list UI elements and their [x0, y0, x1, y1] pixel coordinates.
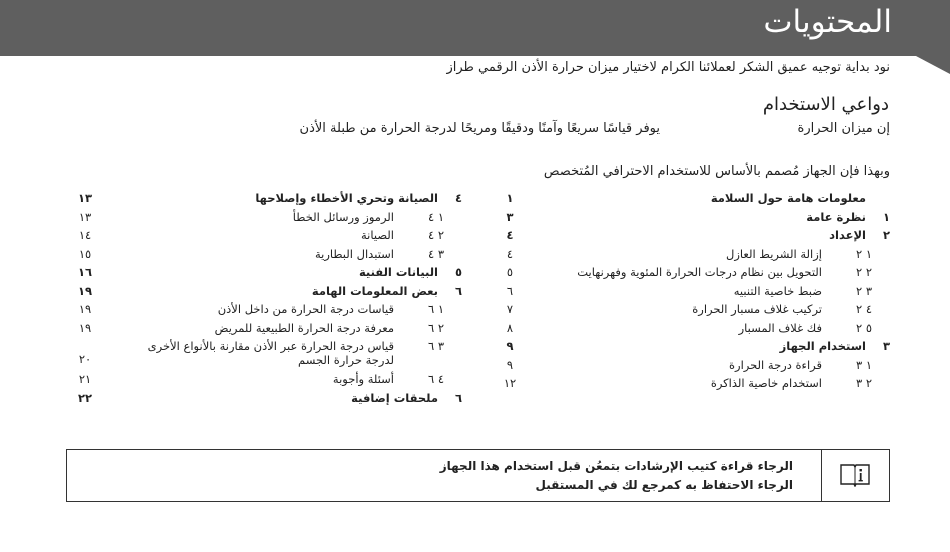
toc-page-number: ٧ — [506, 302, 514, 316]
toc-entry[interactable] — [70, 339, 462, 367]
toc-section-number: ١ — [882, 209, 890, 224]
toc-entry[interactable] — [70, 372, 462, 390]
toc-title: قياسات درجة الحرارة من داخل الأذن — [217, 302, 394, 316]
toc-title: الصيانة — [360, 228, 394, 242]
toc-page-number: ٤ — [506, 228, 514, 242]
toc-title: بعض المعلومات الهامة — [311, 283, 438, 298]
toc-entry[interactable] — [70, 210, 462, 228]
toc-section-number: ٤ ٢ — [855, 302, 872, 316]
notice-divider — [821, 450, 822, 501]
toc-entry[interactable] — [70, 321, 462, 339]
toc-entry[interactable] — [495, 358, 890, 376]
toc-section-number: ٣ — [882, 339, 890, 353]
toc-page-number: ٩ — [506, 357, 514, 372]
toc-section-number: ٤ — [454, 191, 462, 205]
toc-entry[interactable] — [495, 339, 890, 357]
toc-page-number: ١٩ — [78, 302, 92, 316]
toc-section-number: ٤ ٦ — [427, 372, 444, 386]
toc-section-number: ٦ — [454, 390, 462, 405]
toc-entry[interactable] — [495, 191, 890, 209]
page-title: المحتويات — [763, 4, 892, 40]
page-header — [0, 0, 950, 56]
intro-text: نود بداية توجيه عميق الشكر لعملائنا الكرام لاختيار ميزان حرارة الأذن الرقمي طراز — [446, 60, 890, 75]
toc-section-number: ١ ٤ — [427, 209, 444, 224]
header-notch — [916, 56, 950, 74]
toc-entry[interactable] — [70, 391, 462, 409]
toc-section-number: ٥ — [454, 265, 462, 279]
toc-section-number: ٢ — [882, 228, 890, 242]
toc-entry[interactable] — [495, 228, 890, 246]
toc-section-number: ٣ ٦ — [427, 339, 444, 353]
toc-title: استخدام خاصية الذاكرة — [710, 376, 822, 390]
toc-entry[interactable] — [495, 247, 890, 265]
toc-section-number: ١ ٢ — [855, 246, 872, 261]
toc-title: استبدال البطارية — [314, 246, 394, 261]
toc-title: تركيب غلاف مسبار الحرارة — [692, 302, 822, 316]
toc-page-number: ٢٢ — [77, 390, 93, 405]
toc-page-number: ١٤ — [78, 228, 92, 242]
toc-section-number: ٦ — [454, 283, 462, 298]
toc-section-number: ١ ٣ — [855, 357, 872, 372]
toc-page-number: ١٦ — [77, 265, 93, 279]
toc-title: الإعداد — [829, 228, 866, 242]
toc-left-column — [70, 191, 462, 421]
professional-use-text: وبهذا فإن الجهاز مُصمم بالأساس للاستخدام الاحترافي المُتخصص — [543, 164, 890, 179]
notice-line-2: الرجاء الاحتفاظ به كمرجع لك في المستقبل — [535, 478, 793, 492]
toc-title: الصيانة وتحري الأخطاء وإصلاحها — [255, 191, 438, 205]
toc-title: إزالة الشريط العازل — [725, 246, 822, 261]
toc-title: الرموز ورسائل الخطأ — [292, 209, 394, 224]
toc-page-number: ٥ — [506, 265, 514, 279]
usage-heading: دواعي الاستخدام — [762, 94, 889, 115]
toc-section-number: ٢ ٢ — [855, 265, 872, 279]
toc-entry[interactable] — [70, 265, 462, 283]
toc-page-number: ١٩ — [78, 320, 92, 335]
toc-page-number: ٣ — [506, 209, 514, 224]
toc-title: ملحقات إضافية — [351, 390, 438, 405]
info-book-icon — [840, 462, 870, 487]
toc-page-number: ٨ — [506, 320, 514, 335]
usage-col2: يوفر قياسًا سريعًا وآمنًا ودقيقًا ومريحًا لدرجة الحرارة من طبلة الأذن — [299, 121, 660, 136]
toc-page-number: ٢٠ — [78, 352, 92, 366]
toc-page-number: ٩ — [506, 339, 514, 353]
toc-title: معلومات هامة حول السلامة — [710, 191, 866, 205]
toc-page-number: ١٣ — [78, 209, 92, 224]
toc-entry[interactable] — [495, 376, 890, 394]
toc-page-number: ١٥ — [78, 246, 92, 261]
toc-right-column — [495, 191, 890, 406]
toc-section-number: ١ ٦ — [427, 302, 444, 316]
toc-page-number: ٦ — [506, 283, 514, 298]
toc-title: معرفة درجة الحرارة الطبيعية للمريض — [214, 320, 394, 335]
toc-page-number: ١٣ — [77, 191, 93, 205]
toc-title: قراءة درجة الحرارة — [729, 357, 822, 372]
toc-entry[interactable] — [495, 302, 890, 320]
toc-title: أسئلة وأجوبة — [332, 372, 394, 386]
toc-title: التحويل بين نظام درجات الحرارة المئوية وفهرنهايت — [577, 265, 822, 279]
toc-section-number: ٣ ٢ — [855, 283, 872, 298]
toc-section-number: ٣ ٤ — [427, 246, 444, 261]
toc-entry[interactable] — [495, 265, 890, 283]
toc-page-number: ٢١ — [78, 372, 92, 386]
toc-section-number: ٥ ٢ — [855, 320, 872, 335]
toc-title: استخدام الجهاز — [779, 339, 866, 353]
toc-entry[interactable] — [495, 210, 890, 228]
toc-entry[interactable] — [70, 228, 462, 246]
toc-title: نظرة عامة — [806, 209, 866, 224]
toc-section-number: ٢ ٦ — [427, 320, 444, 335]
toc-section-number: ٢ ٤ — [427, 228, 444, 242]
toc-title: ضبط خاصية التنبيه — [733, 283, 822, 298]
toc-entry[interactable] — [495, 284, 890, 302]
toc-page-number: ٤ — [506, 246, 514, 261]
notice-line-1: الرجاء قراءة كتيب الإرشادات بتمعُن قبل استخدام هذا الجهاز — [439, 459, 793, 473]
toc-entry[interactable] — [495, 321, 890, 339]
toc-entry[interactable] — [70, 284, 462, 302]
toc-page-number: ١ — [506, 191, 514, 205]
toc-entry[interactable] — [70, 247, 462, 265]
toc-title: قياس درجة الحرارة عبر الأذن مقارنة بالأنواع الأخرى لدرجة حرارة الجسم — [147, 339, 394, 367]
toc-entry[interactable] — [70, 302, 462, 320]
toc-section-number: ٢ ٣ — [855, 376, 872, 390]
toc-page-number: ١٢ — [503, 376, 517, 390]
toc-entry[interactable] — [70, 191, 462, 209]
usage-col1: إن ميزان الحرارة — [797, 121, 890, 136]
toc-title: البيانات الفنية — [358, 265, 438, 279]
toc-page-number: ١٩ — [77, 283, 93, 298]
toc-title: فك غلاف المسبار — [738, 320, 822, 335]
notice-box — [66, 449, 890, 502]
